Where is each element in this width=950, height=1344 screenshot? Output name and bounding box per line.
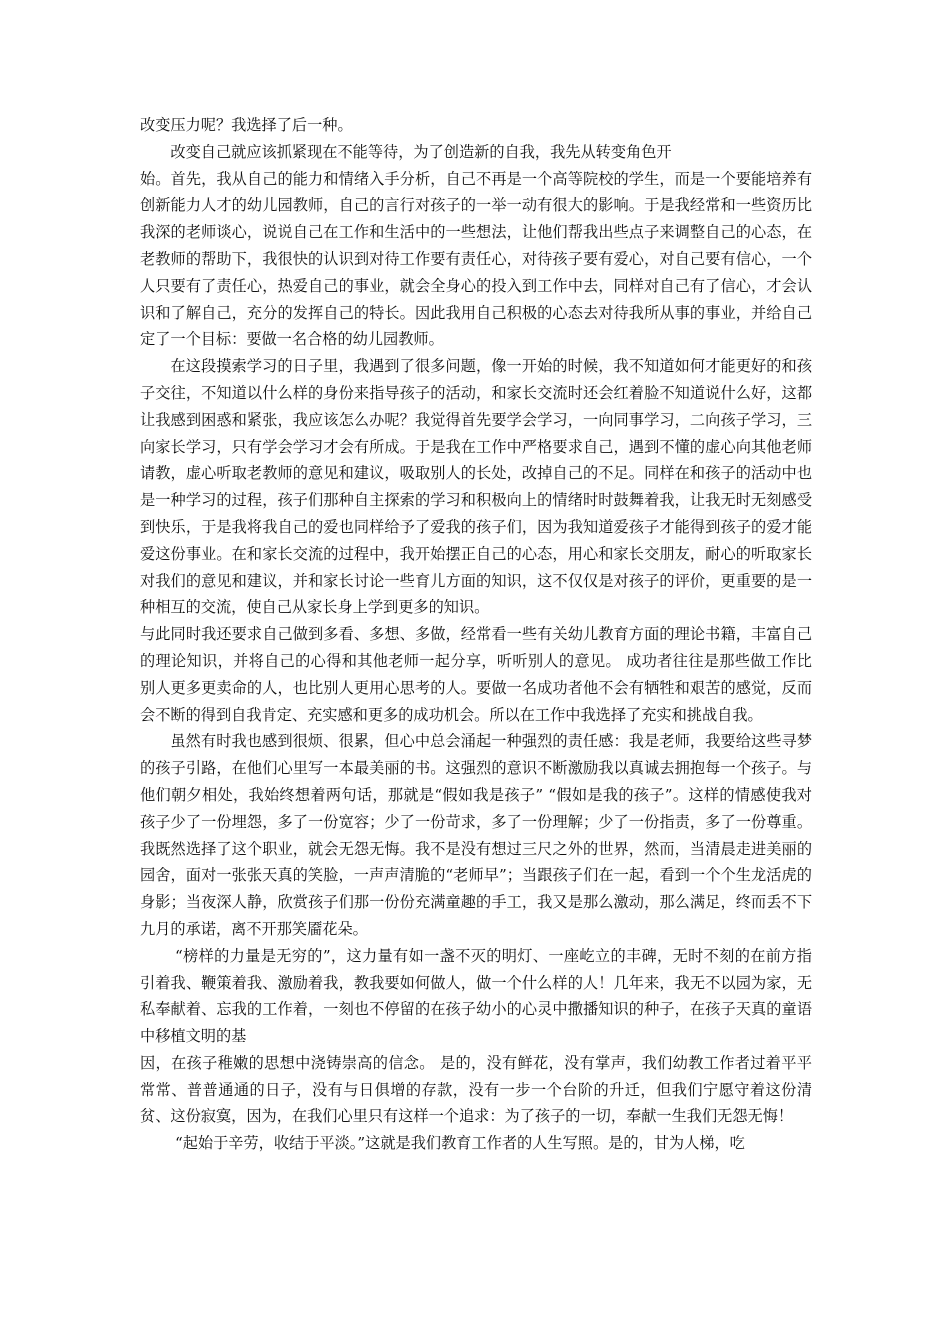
paragraph-2-heading: 改变自己就应该抓紧现在不能等待，为了创造新的自我，我先从转变角色开 [170, 142, 672, 161]
paragraph-5: 虽然有时我也感到很烦、很累，但心中总会涌起一种强烈的责任感：我是老师，我要给这些寻梦的孩子引路，在他们心里写一本最美丽的书。这强烈的意识不断激励我以真诚去拥抱每一个孩子。与他们朝夕相处，我始终想着两句话，那就是“假如我是孩子” “假如是我的孩子”。这样的情感使我对孩子少了一份埋怨，多了一份宽容；少了一份苛求，多了一份理解；少了一份指责，多了一份尊重。我既然选择了这个职业，就会无怨无悔。我不是没有想过三尺之外的世界，然而，当清晨走进美丽的园舍，面对一张张天真的笑脸，一声声清脆的“老师早”；当跟孩子们在一起，看到一个个生龙活虎的身影；当夜深人静，欣赏孩子们那一份份充满童趣的手工，我又是那么激动，那么满足，终而丢不下九月的承诺，离不开那笑靥花朵。 [140, 732, 812, 938]
paragraph-2-body: 始。首先，我从自己的能力和情绪入手分析，自己不再是一个高等院校的学生，而是一个要能培养有创新能力人才的幼儿园教师，自己的言行对孩子的一举一动有很大的影响。于是我经常和一些资历比我深的老师谈心，说说自己在工作和生活中的一些想法，让他们帮我出些点子来调整自己的心态，在老教师的帮助下，我很快的认识到对待工作要有责任心，对待孩子要有爱心，对自己要有信心，一个人只要有了责任心，热爱自己的事业，就会全身心的投入到工作中去，同样对自己有了信心，才会认识和了解自己，充分的发挥自己的特长。因此我用自己积极的心态去对待我所从事的事业，并给自己定了一个目标：要做一名合格的幼儿园教师。 [140, 169, 812, 349]
paragraph-4: 与此同时我还要求自己做到多看、多想、多做，经常看一些有关幼儿教育方面的理论书籍，丰富自己的理论知识，并将自己的心得和其他老师一起分享，听听别人的意见。 成功者往往是那些做工作比别人更多更卖命的人，也比别人更用心思考的人。要做一名成功者他不会有牺牲和艰苦的感觉，反而会不断的得到自我肯定、充实感和更多的成功机会。所以在工作中我选择了充实和挑战自我。 [140, 625, 812, 724]
document-page [140, 112, 812, 1157]
paragraph-6-continued: 因，在孩子稚嫩的思想中浇铸崇高的信念。 是的，没有鲜花，没有掌声，我们幼教工作者过着平平常常、普普通通的日子，没有与日俱增的存款，没有一步一个台阶的升迁，但我们宁愿守着这份清贫、这份寂寞，因为，在我们心里只有这样一个追求：为了孩子的一切，奉献一生我们无怨无悔！ [140, 1053, 812, 1126]
paragraph-1: 改变压力呢？我选择了后一种。 [140, 116, 353, 134]
paragraph-3: 在这段摸索学习的日子里，我遇到了很多问题，像一开始的时候，我不知道如何才能更好的和孩子交往，不知道以什么样的身份来指导孩子的活动，和家长交流时还会红着脸不知道说什么好，这都让我感到困惑和紧张，我应该怎么办呢？我觉得首先要学会学习，一向同事学习，二向孩子学习，三向家长学习，只有学会学习才会有所成。于是我在工作中严格要求自己，遇到不懂的虚心向其他老师请教，虚心听取老教师的意见和建议，吸取别人的长处，改掉自己的不足。同样在和孩子的活动中也是一种学习的过程，孩子们那种自主探索的学习和积极向上的情绪时时鼓舞着我，让我无时无刻感受到快乐，于是我将我自己的爱也同样给予了爱我的孩子们，因为我知道爱孩子才能得到孩子的爱才能爱这份事业。在和家长交流的过程中，我开始摆正自己的心态，用心和家长交朋友，耐心的听取家长对我们的意见和建议，并和家长讨论一些育儿方面的知识，这不仅仅是对孩子的评价，更重要的是一种相互的交流，使自己从家长身上学到更多的知识。 [140, 357, 812, 617]
paragraph-7: “起始于辛劳，收结于平淡。”这就是我们教育工作者的人生写照。是的，甘为人梯，吃 [174, 1134, 745, 1153]
paragraph-6: “榜样的力量是无穷的”，这力量有如一盏不灭的明灯、一座屹立的丰碑，无时不刻的在前方指引着我、鞭策着我、激励着我，教我要如何做人，做一个什么样的人！几年来，我无不以园为家，无私奉献着、忘我的工作着，一刻也不停留的在孩子幼小的心灵中撒播知识的种子，在孩子天真的童语中移植文明的基 [140, 946, 812, 1046]
